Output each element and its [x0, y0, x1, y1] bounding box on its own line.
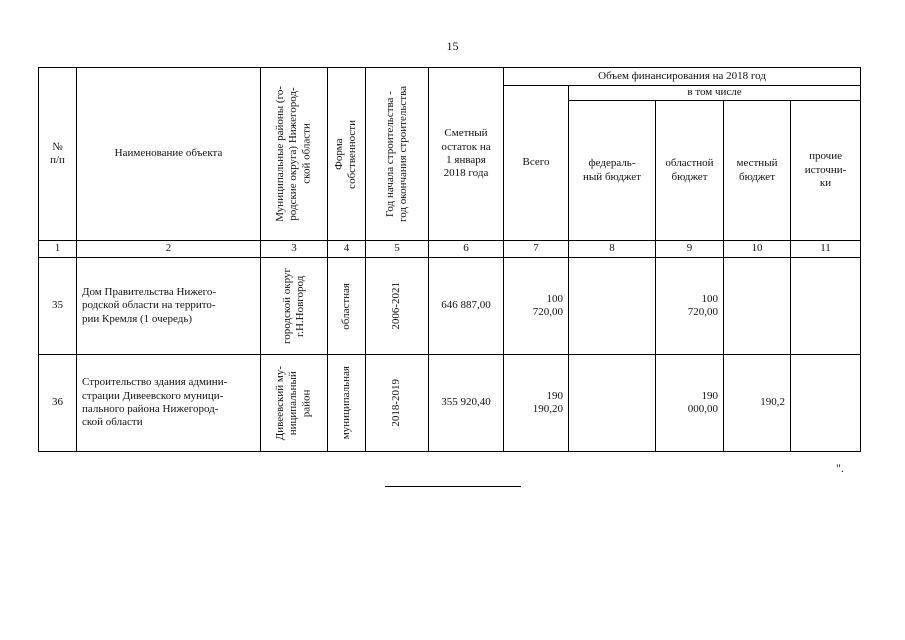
separator-line: [385, 486, 521, 487]
row-municipality-text: городской округ г.Н.Новгород: [280, 267, 306, 345]
header-funding-group: Объем финансирования на 2018 год: [504, 68, 861, 86]
header-row-1: [39, 68, 861, 86]
row-balance: 646 887,00: [429, 258, 504, 355]
row-ownership: [328, 258, 366, 355]
row-other: [791, 355, 861, 452]
header-local: местный бюджет: [724, 101, 791, 241]
page-number: 15: [446, 39, 459, 53]
row-municipality: [261, 355, 328, 452]
header-balance: Сметный остаток на 1 января 2018 года: [429, 68, 504, 241]
row-num: 36: [39, 355, 77, 452]
row-ownership-text: муниципальная: [339, 366, 352, 440]
header-regional: областной бюджет: [656, 101, 724, 241]
column-number: 10: [724, 241, 791, 258]
row-total: 190 190,20: [504, 355, 569, 452]
row-total: 100 720,00: [504, 258, 569, 355]
header-name: Наименование объекта: [77, 68, 261, 241]
row-years: [366, 258, 429, 355]
row-other: [791, 258, 861, 355]
row-federal: [569, 258, 656, 355]
header-years-text: Год начала строительства - год окончания строительства: [383, 86, 409, 222]
header-other: прочие источни- ки: [791, 101, 861, 241]
table-row: [39, 258, 861, 355]
row-federal: [569, 355, 656, 452]
row-years: [366, 355, 429, 452]
row-local: 190,2: [724, 355, 791, 452]
column-number-row: [39, 241, 861, 258]
row-ownership: [328, 355, 366, 452]
column-number: 7: [504, 241, 569, 258]
column-number: 1: [39, 241, 77, 258]
row-regional: 190 000,00: [656, 355, 724, 452]
row-num: 35: [39, 258, 77, 355]
row-balance: 355 920,40: [429, 355, 504, 452]
column-number: 9: [656, 241, 724, 258]
header-federal: федераль- ный бюджет: [569, 101, 656, 241]
header-including: в том числе: [569, 86, 861, 101]
header-municipality-text: Муниципальные районы (го- родские округа) Нижегород- ской области: [274, 86, 313, 222]
row-local: [724, 258, 791, 355]
row-years-text: 2018-2019: [390, 379, 403, 427]
financing-table: [38, 67, 861, 452]
closing-quote: ".: [836, 461, 844, 475]
column-number: 6: [429, 241, 504, 258]
table-row: [39, 355, 861, 452]
header-num: № п/п: [39, 68, 77, 241]
row-name: Строительство здания админи- страции Дивеевского муници- пального района Нижегород- ской области: [77, 355, 261, 452]
row-years-text: 2006-2021: [390, 282, 403, 330]
column-number: 5: [366, 241, 429, 258]
header-ownership: [328, 68, 366, 241]
row-name: Дом Правительства Нижего- родской области на террито- рии Кремля (1 очередь): [77, 258, 261, 355]
row-municipality: [261, 258, 328, 355]
column-number: 3: [261, 241, 328, 258]
row-regional: 100 720,00: [656, 258, 724, 355]
header-municipality: [261, 68, 328, 241]
header-years: [366, 68, 429, 241]
header-total: Всего: [504, 86, 569, 241]
column-number: 11: [791, 241, 861, 258]
column-number: 8: [569, 241, 656, 258]
column-number: 4: [328, 241, 366, 258]
header-ownership-text: Форма собственности: [333, 119, 359, 189]
row-ownership-text: областная: [339, 282, 352, 330]
row-municipality-text: Дивеевский му- ниципальный район: [274, 365, 313, 441]
column-number: 2: [77, 241, 261, 258]
